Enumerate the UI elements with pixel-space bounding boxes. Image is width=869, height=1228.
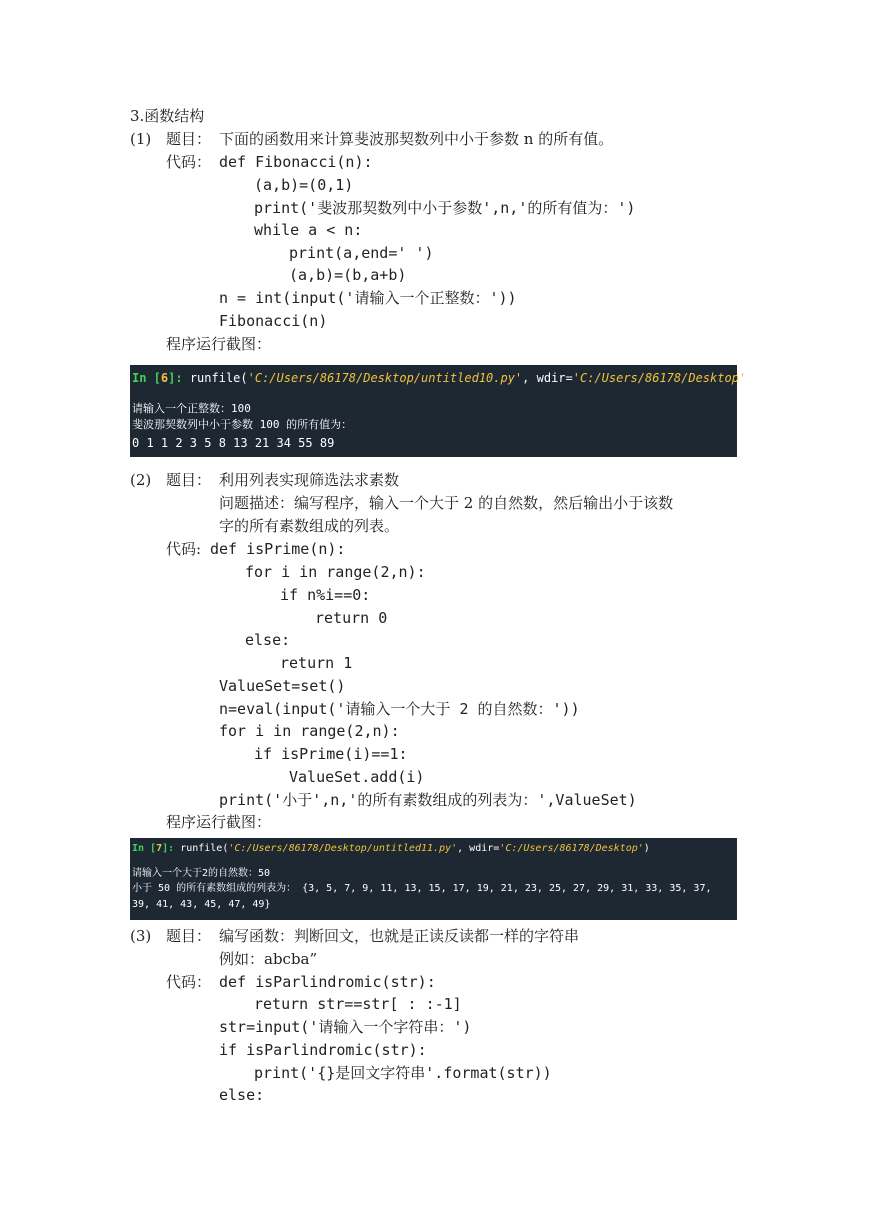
code-line: return 0 <box>315 609 388 627</box>
q3-number: (3) <box>130 927 152 945</box>
code-line: return 1 <box>280 654 353 672</box>
q2-description: 问题描述：编写程序，输入一个大于 2 的自然数，然后输出小于该数 <box>219 494 674 512</box>
code-line: if isParlindromic(str): <box>219 1041 427 1059</box>
prompt-in: In [ <box>132 843 157 854</box>
code-line: n=eval(input('请输入一个大于 2 的自然数：')) <box>219 700 580 718</box>
q1-label: 题目： <box>166 130 212 148</box>
terminal-output: 请输入一个大于2的自然数：50 <box>132 868 271 879</box>
terminal-output: 0 1 1 2 3 5 8 13 21 34 55 89 <box>132 436 335 450</box>
code-line: str=input('请输入一个字符串：') <box>219 1018 472 1036</box>
cmd-wdir: 'C:/Users/86178/Desktop' <box>499 843 644 854</box>
code-line: else: <box>219 1086 265 1104</box>
cmd-wdir: 'C:/Users/86178/Desktop' <box>572 371 747 385</box>
cmd-close: ) <box>746 371 754 385</box>
cmd-runfile: runfile( <box>189 371 248 385</box>
code-line: print(a,end=' ') <box>289 244 434 262</box>
q3-code-label: 代码： <box>166 973 212 991</box>
q3-label: 题目： <box>166 927 212 945</box>
cmd-close: ) <box>643 843 650 854</box>
code-line: def Fibonacci(n): <box>219 153 373 171</box>
code-line: for i in range(2,n): <box>219 722 400 740</box>
code-line: print('斐波那契数列中小于参数',n,'的所有值为：') <box>254 199 636 217</box>
cmd-path: 'C:/Users/86178/Desktop/untitled11.py' <box>228 843 458 854</box>
prompt-number: 7 <box>156 843 163 854</box>
cmd-wdir-label: , wdir= <box>522 371 573 385</box>
terminal-command-line <box>132 842 650 856</box>
code-line: while a < n: <box>254 221 363 239</box>
terminal-command-line <box>132 371 753 385</box>
q2-label: 题目： <box>166 471 212 489</box>
q2-code-label: 代码: <box>166 540 202 558</box>
code-line: Fibonacci(n) <box>219 312 328 330</box>
prompt-number: 6 <box>160 371 169 385</box>
q2-terminal-screenshot <box>130 838 737 920</box>
code-line: else: <box>245 631 291 649</box>
code-line: print('{}是回文字符串'.format(str)) <box>254 1064 552 1082</box>
code-line: if isPrime(i)==1: <box>254 745 408 763</box>
code-line: print('小于',n,'的所有素数组成的列表为：',ValueSet) <box>219 791 637 809</box>
terminal-output: 39, 41, 43, 45, 47, 49} <box>132 899 271 910</box>
section-title: 3.函数结构 <box>130 107 205 125</box>
terminal-output: 小于 50 的所有素数组成的列表为： {3, 5, 7, 9, 11, 13, 15, 17, 19, 21, 23, 25, 27, 29, 31, 33, 35, 37, <box>132 883 712 894</box>
q1-number: (1) <box>130 130 152 148</box>
q2-question: 利用列表实现筛选法求素数 <box>219 471 400 489</box>
q3-example: 例如：abcba” <box>219 950 318 968</box>
code-line: ValueSet=set() <box>219 677 346 695</box>
code-line: def isPrime(n): <box>210 540 346 558</box>
cmd-wdir-label: , wdir= <box>457 843 500 854</box>
code-line: for i in range(2,n): <box>245 563 426 581</box>
prompt-close: ]: <box>162 843 181 854</box>
prompt-close: ]: <box>168 371 190 385</box>
q3-question: 编写函数：判断回文，也就是正读反读都一样的字符串 <box>219 927 580 945</box>
code-line: (a,b)=(0,1) <box>254 176 354 194</box>
q1-screenshot-label: 程序运行截图： <box>166 335 272 353</box>
prompt-in: In [ <box>132 371 161 385</box>
code-line: if n%i==0: <box>280 586 371 604</box>
terminal-output: 斐波那契数列中小于参数 100 的所有值为： <box>132 418 353 431</box>
q1-question: 下面的函数用来计算斐波那契数列中小于参数 n 的所有值。 <box>219 130 614 148</box>
q1-terminal-screenshot <box>130 365 754 457</box>
cmd-path: 'C:/Users/86178/Desktop/untitled10.py' <box>247 371 523 385</box>
q1-code-label: 代码： <box>166 153 212 171</box>
code-line: def isParlindromic(str): <box>219 973 436 991</box>
cmd-runfile: runfile( <box>180 843 229 854</box>
code-line: (a,b)=(b,a+b) <box>289 266 407 284</box>
q2-description: 字的所有素数组成的列表。 <box>219 517 400 535</box>
code-line: n = int(input('请输入一个正整数：')) <box>219 289 517 307</box>
q2-screenshot-label: 程序运行截图： <box>166 813 272 831</box>
terminal-output: 请输入一个正整数：100 <box>132 402 251 415</box>
code-line: ValueSet.add(i) <box>289 768 425 786</box>
code-line: return str==str[ : :-1] <box>254 995 462 1013</box>
q2-number: (2) <box>130 471 152 489</box>
